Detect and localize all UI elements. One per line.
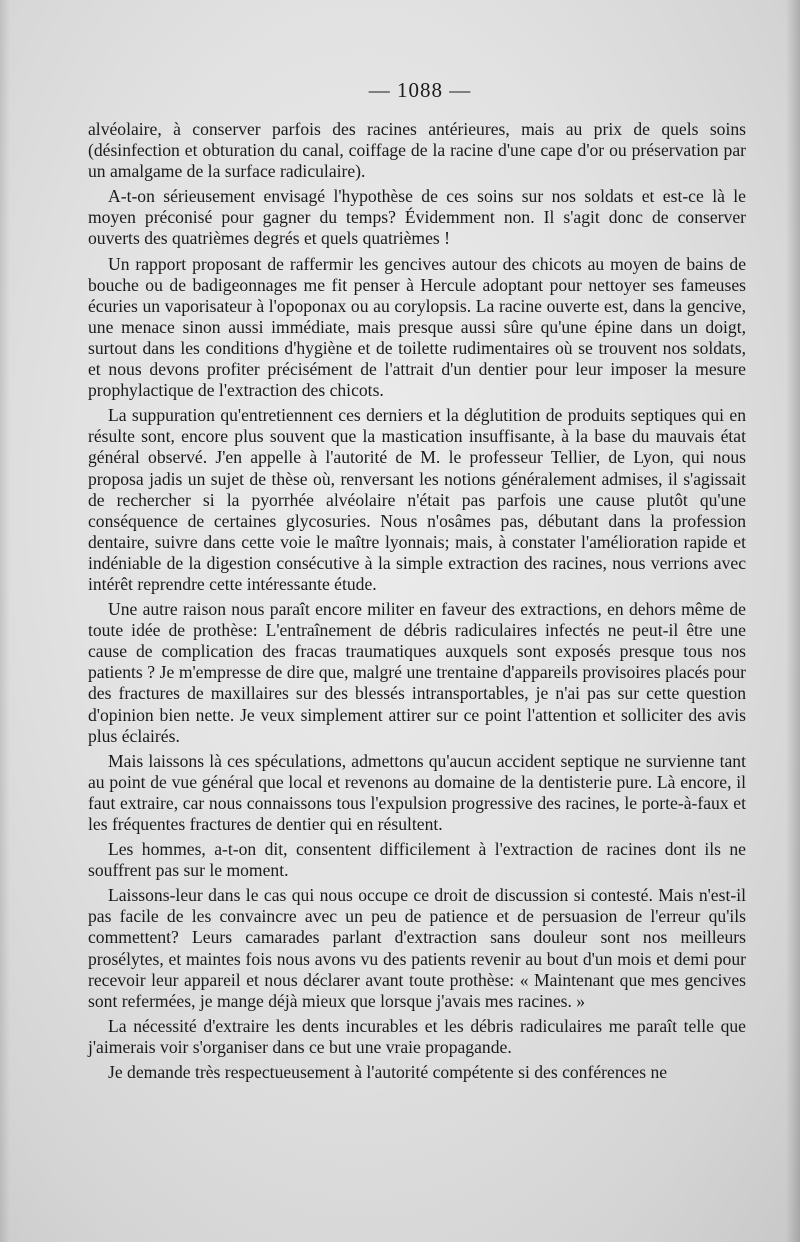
body-text <box>88 119 746 1083</box>
paragraph-4: La suppuration qu'entretiennent ces derniers et la déglutition de produits septiques qui en résulte sont, encore plus souvent que la mastication insuffisante, à la base du mauvais état général observé. J'en appelle à l'autorité de M. le professeur Tellier, de Lyon, qui nous proposa jadis un sujet de thèse où, renversant les notions généralement admises, il s'agissait de rechercher si la pyorrhée alvéolaire n'était pas parfois une cause plutôt qu'une conséquence de certaines glycosuries. Nous n'osâmes pas, débutant dans la profession dentaire, suivre dans cette voie le maître lyonnais; mais, à constater l'amélioration rapide et indéniable de la digestion consécutive à la simple extraction des racines, nous verrions avec intérêt reprendre cette intéressante étude. <box>88 405 746 594</box>
paragraph-10: Je demande très respectueusement à l'autorité compétente si des conférences ne <box>108 1062 668 1083</box>
paragraph-1: alvéolaire, à conserver parfois des racines antérieures, mais au prix de quels soins (désinfection et obturation du canal, coiffage de la racine d'une cape d'or ou préservation par un amalgame de la surface radiculaire). <box>88 119 746 182</box>
page-right-edge <box>786 0 800 1242</box>
paragraph-2: A-t-on sérieusement envisagé l'hypothèse de ces soins sur nos soldats et est-ce là le moyen préconisé pour gagner du temps? Évidemment non. Il s'agit donc de conserver ouverts des quatrièmes degrés et quels quatrièmes ! <box>88 186 746 249</box>
page-number: — 1088 — <box>368 78 472 102</box>
paragraph-6: Mais laissons là ces spéculations, admettons qu'aucun accident septique ne survienne tant au point de vue général que local et revenons au domaine de la dentisterie pure. Là encore, il faut extraire, car nous connaissons tous l'expulsion progressive des racines, le porte-à-faux et les fréquentes fractures de dentier qui en résultent. <box>88 750 746 834</box>
paragraph-8: Laissons-leur dans le cas qui nous occupe ce droit de discussion si contesté. Mais n'est-il pas facile de les convaincre avec un peu de patience et de persuasion de l'erreur qu'ils commettent? Leurs camarades parlant d'extraction sans douleur sont nos meilleurs prosélytes, et maintes fois nous avons vu des patients revenir au bout d'un mois et demi pour recevoir leur appareil et nous déclarer avant toute prothèse: « Maintenant que mes gencives sont refermées, je mange déjà mieux que lorsque j'avais mes racines. » <box>88 885 746 1011</box>
paragraph-3: Un rapport proposant de raffermir les gencives autour des chicots au moyen de bains de bouche ou de badigeonnages me fit penser à Hercule adoptant pour nettoyer ses fameuses écuries un vaporisateur à l'opoponax ou au corylopsis. La racine ouverte est, dans la gencive, une menace sinon aussi immédiate, mais presque aussi sûre qu'une épine dans un doigt, surtout dans les conditions d'hygiène et de toilette rudimentaires où se trouvent nos soldats, et nous devons profiter précisément de l'attrait d'un dentier pour leur imposer la mesure prophylactique de l'extraction des chicots. <box>88 253 746 401</box>
page-left-edge <box>0 0 10 1242</box>
paragraph-5: Une autre raison nous paraît encore militer en faveur des extractions, en dehors même de toute idée de prothèse: L'entraînement de débris radiculaires infectés ne peut-il être une cause de complication des fracas traumatiques auxquels sont exposés presque tous nos patients ? Je m'empresse de dire que, malgré une trentaine d'appareils provisoires placés pour des fractures de maxillaires sur des blessés intransportables, je n'ai pas sur cette question d'opinion bien nette. Je veux simplement attirer sur ce point l'attention et solliciter des avis plus éclairés. <box>88 599 746 746</box>
paragraph-9: La nécessité d'extraire les dents incurables et les débris radiculaires me paraît telle que j'aimerais voir s'organiser dans ce but une vraie propagande. <box>88 1015 746 1057</box>
paragraph-7: Les hommes, a-t-on dit, consentent difficilement à l'extraction de racines dont ils ne souffrent pas sur le moment. <box>88 839 746 881</box>
